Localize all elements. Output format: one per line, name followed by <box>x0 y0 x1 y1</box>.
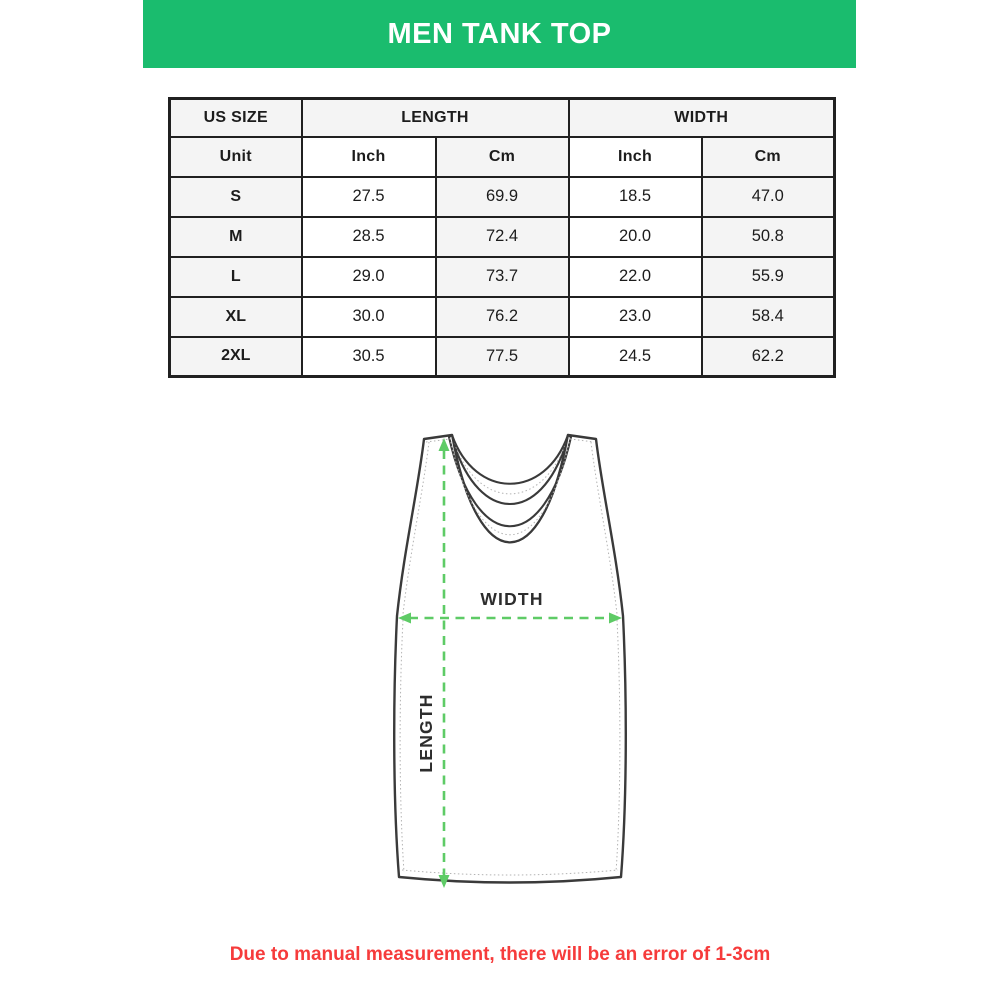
width-inch-value: 23.0 <box>569 297 702 337</box>
length-cm-value: 76.2 <box>436 297 569 337</box>
size-label: M <box>170 217 302 257</box>
table-unit-row <box>170 137 835 177</box>
table-group-header-row <box>170 99 835 137</box>
table-row-l <box>170 257 835 297</box>
header-width: WIDTH <box>569 99 835 137</box>
width-label: WIDTH <box>480 589 544 609</box>
length-cm-value: 72.4 <box>436 217 569 257</box>
size-table <box>168 97 836 378</box>
tank-outline <box>394 435 626 883</box>
size-label: 2XL <box>170 337 302 377</box>
header-unit: Unit <box>170 137 302 177</box>
header-length: LENGTH <box>302 99 569 137</box>
banner <box>143 0 856 68</box>
width-cm-value: 47.0 <box>702 177 835 217</box>
size-label: S <box>170 177 302 217</box>
page-title: MEN TANK TOP <box>387 17 612 50</box>
width-cm-value: 58.4 <box>702 297 835 337</box>
width-inch-value: 22.0 <box>569 257 702 297</box>
header-us-size: US SIZE <box>170 99 302 137</box>
length-inch-value: 28.5 <box>302 217 436 257</box>
table-row-xl <box>170 297 835 337</box>
measurement-error-note: Due to manual measurement, there will be an error of 1-3cm <box>229 944 771 965</box>
table-row-s <box>170 177 835 217</box>
width-cm-value: 55.9 <box>702 257 835 297</box>
size-label: XL <box>170 297 302 337</box>
length-cm-value: 69.9 <box>436 177 569 217</box>
tank-top-illustration <box>390 428 630 893</box>
table-row-m <box>170 217 835 257</box>
width-inch-value: 18.5 <box>569 177 702 217</box>
length-inch-value: 30.5 <box>302 337 436 377</box>
tank-top-diagram <box>390 428 630 893</box>
width-cm-value: 50.8 <box>702 217 835 257</box>
width-inch-value: 20.0 <box>569 217 702 257</box>
length-cm-value: 77.5 <box>436 337 569 377</box>
header-width-cm: Cm <box>702 137 835 177</box>
header-length-inch: Inch <box>302 137 436 177</box>
size-table-container <box>168 97 833 378</box>
length-inch-value: 29.0 <box>302 257 436 297</box>
table-row-2xl <box>170 337 835 377</box>
header-width-inch: Inch <box>569 137 702 177</box>
length-cm-value: 73.7 <box>436 257 569 297</box>
size-label: L <box>170 257 302 297</box>
width-inch-value: 24.5 <box>569 337 702 377</box>
width-cm-value: 62.2 <box>702 337 835 377</box>
length-label: LENGTH <box>416 693 436 773</box>
length-inch-value: 27.5 <box>302 177 436 217</box>
length-inch-value: 30.0 <box>302 297 436 337</box>
header-length-cm: Cm <box>436 137 569 177</box>
